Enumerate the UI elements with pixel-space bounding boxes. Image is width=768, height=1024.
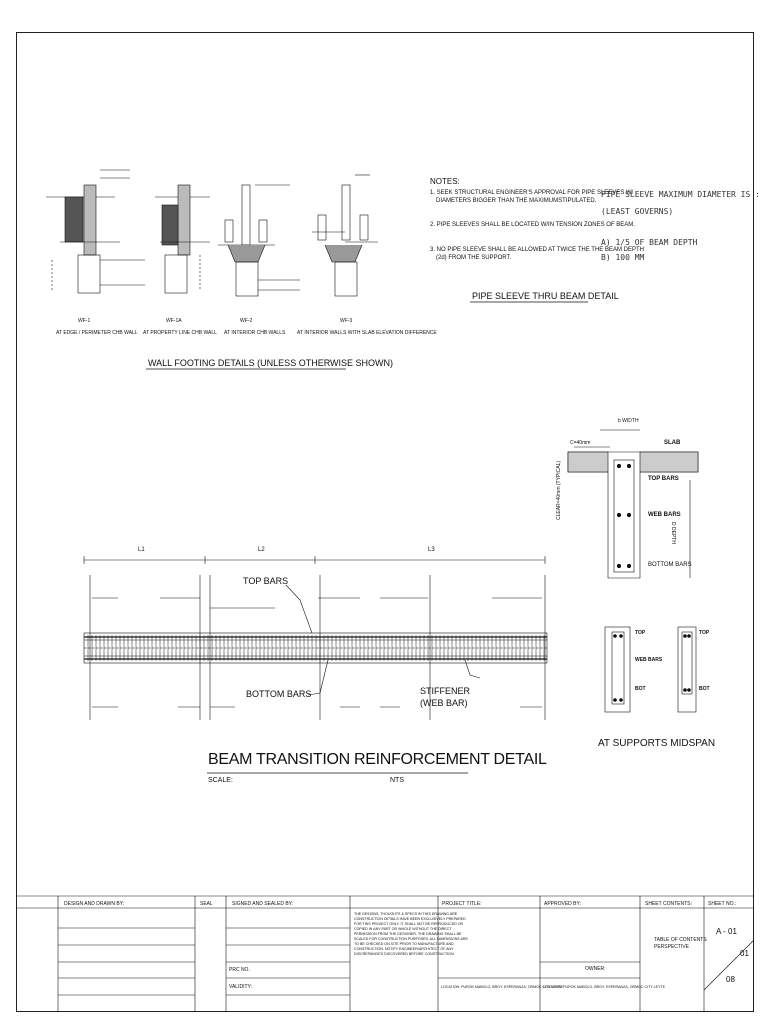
section-clear: CLEAR=40mm (TYPICAL)	[556, 460, 562, 520]
tb-disclaimer-line: THE DESIGNS, THOUGHTS & SPECS IN THIS DRAWING ARE	[354, 912, 458, 916]
tb-prc-no: PRC NO.	[229, 967, 250, 973]
section-b-width: b WIDTH	[618, 418, 639, 424]
wf1-caption: AT EDGE / PERIMETER CHB WALL	[56, 330, 138, 336]
support-bot: BOT	[635, 686, 646, 692]
support-section	[605, 627, 630, 712]
wf1a-label: WF-1A	[166, 318, 182, 324]
pipe-sleeve-line2: (LEAST GOVERNS)	[601, 207, 674, 216]
tb-owner: OWNER:	[585, 966, 606, 972]
tb-approved-by: APPROVED BY:	[544, 901, 581, 907]
tb-disclaimer-line: PERMISSION FROM THE DESIGNER. THE DRAWING SHALL BE	[354, 932, 462, 936]
span-l2: L2	[258, 547, 265, 553]
tb-validity: VALIDITY:	[229, 984, 252, 990]
tb-contents2: PERSPECTIVE	[654, 944, 690, 950]
section-slab: SLAB	[664, 440, 681, 446]
section-web-bars: WEB BARS	[648, 512, 681, 518]
wf1-label: WF-1	[78, 318, 91, 324]
pipe-sleeve-title: PIPE SLEEVE THRU BEAM DETAIL	[472, 291, 619, 301]
tb-contents: TABLE OF CONTENTS	[654, 937, 707, 943]
midspan-top: TOP	[699, 630, 710, 636]
beam-section-detail	[568, 430, 698, 578]
support-web: WEB BARS	[635, 657, 663, 663]
support-top: TOP	[635, 630, 646, 636]
tb-disclaimer-line: CONSTRUCTION DETAILS HAVE BEEN EXCLUSIVELY PREPARED	[354, 917, 466, 921]
tb-design-drawn: DESIGN AND DRAWN BY:	[64, 901, 125, 907]
tb-disclaimer-line: CONSTRUCTION. NOTIFY ENGINEER/ARCHITECT OF ANY	[354, 947, 454, 951]
beam-elevation	[84, 556, 547, 720]
note-3b: (2d) FROM THE SUPPORT.	[436, 255, 512, 261]
section-bottom-bars: BOTTOM BARS	[648, 562, 692, 568]
wall-footing-wf3	[312, 175, 378, 296]
tb-disclaimer-line: COPIED IN ANY PART OR WHOLE WITHOUT THE DIRECT	[354, 927, 452, 931]
notes-heading: NOTES:	[430, 177, 460, 186]
tb-location2: LOCATION: PUROK MABOLO, BRGY. ESPERANZA, ORMOC CITY LEYTE	[543, 985, 666, 989]
tb-disclaimer-line: TO BE CHECKED ON SITE PRIOR TO MANUFACTURE AND	[354, 942, 454, 946]
pipe-sleeve-opt-b: B) 100 MM	[601, 253, 645, 262]
wf2-caption: AT INTERIOR CHB WALLS	[224, 330, 286, 336]
tb-seal: SEAL	[200, 901, 213, 907]
wf3-caption: AT INTERIOR WALLS WITH SLAB ELEVATION DIFFERENCE	[297, 330, 437, 336]
section-depth: D DEPTH	[670, 522, 676, 544]
tb-location: LOCATION: PUROK MABOLO, BRGY. ESPERANZA, ORMOC CITY LEYTE	[441, 985, 564, 989]
beam-stiffener-label: STIFFENER	[420, 686, 471, 696]
tb-signed-sealed: SIGNED AND SEALED BY:	[232, 901, 294, 907]
wall-footing-wf2	[218, 185, 300, 296]
wf2-label: WF-2	[240, 318, 253, 324]
wf1a-caption: AT PROPERTY LINE CHB WALL	[143, 330, 217, 336]
pipe-sleeve-line1: PIPE SLEEVE MAXIMUM DIAMETER IS :	[601, 190, 760, 199]
beam-bottom-bars-label: BOTTOM BARS	[246, 689, 312, 699]
midspan-section	[678, 627, 696, 712]
beam-web-bar-label: (WEB BAR)	[420, 698, 468, 708]
wall-footing-wf1	[46, 170, 145, 293]
tb-sheet-num: 01	[740, 949, 749, 958]
tb-sheet-id: A - 01	[716, 927, 737, 936]
supports-title: AT SUPPORTS MIDSPAN	[598, 738, 716, 749]
beam-top-bars-label: TOP BARS	[243, 576, 289, 586]
wall-footing-title: WALL FOOTING DETAILS (UNLESS OTHERWISE SHOWN)	[148, 358, 394, 368]
beam-title: BEAM TRANSITION REINFORCEMENT DETAIL	[208, 751, 547, 768]
tb-sheet-no: SHEET NO.:	[708, 901, 737, 907]
span-l3: L3	[428, 547, 435, 553]
wf3-label: WF-3	[340, 318, 353, 324]
note-3a: 3. NO PIPE SLEEVE SHALL BE ALLOWED AT TWICE THE THE BEAM DEPTH	[430, 247, 644, 253]
wall-footing-wf1a	[155, 185, 210, 293]
note-1a: 1. SEEK STRUCTURAL ENGINEER'S APPROVAL FOR PIPE SLEEVES W/	[430, 190, 634, 196]
tb-sheet-total: 08	[726, 975, 735, 984]
tb-disclaimer-line: SCALED FOR CONSTRUCTION PURPOSES. ALL DIMENSIONS ARE	[354, 937, 468, 941]
pipe-sleeve-opt-a: A) 1/5 OF BEAM DEPTH	[601, 238, 698, 247]
section-top-bars: TOP BARS	[648, 476, 679, 482]
tb-disclaimer-line: FOR THIS PROJECT ONLY. IT SHALL NOT BE REPRODUCED OR	[354, 922, 464, 926]
scale-value: NTS	[390, 777, 404, 784]
scale-label: SCALE:	[208, 777, 233, 784]
section-c40: C=40mm	[570, 440, 591, 446]
span-l1: L1	[138, 547, 145, 553]
tb-disclaimer-line: DISCREPANCIES DISCOVERED BEFORE CONSTRUCTION.	[354, 952, 455, 956]
tb-sheet-contents: SHEET CONTENTS:	[645, 901, 692, 907]
tb-project-title: PROJECT TITLE:	[442, 901, 482, 907]
note-2: 2. PIPE SLEEVES SHALL BE LOCATED W/IN TENSION ZONES OF BEAM.	[430, 222, 635, 228]
note-1b: DIAMETERS BIGGER THAN THE MAXIMUMSTIPULATED.	[436, 198, 597, 204]
midspan-bot: BOT	[699, 686, 710, 692]
tb-disclaimer	[354, 912, 468, 957]
